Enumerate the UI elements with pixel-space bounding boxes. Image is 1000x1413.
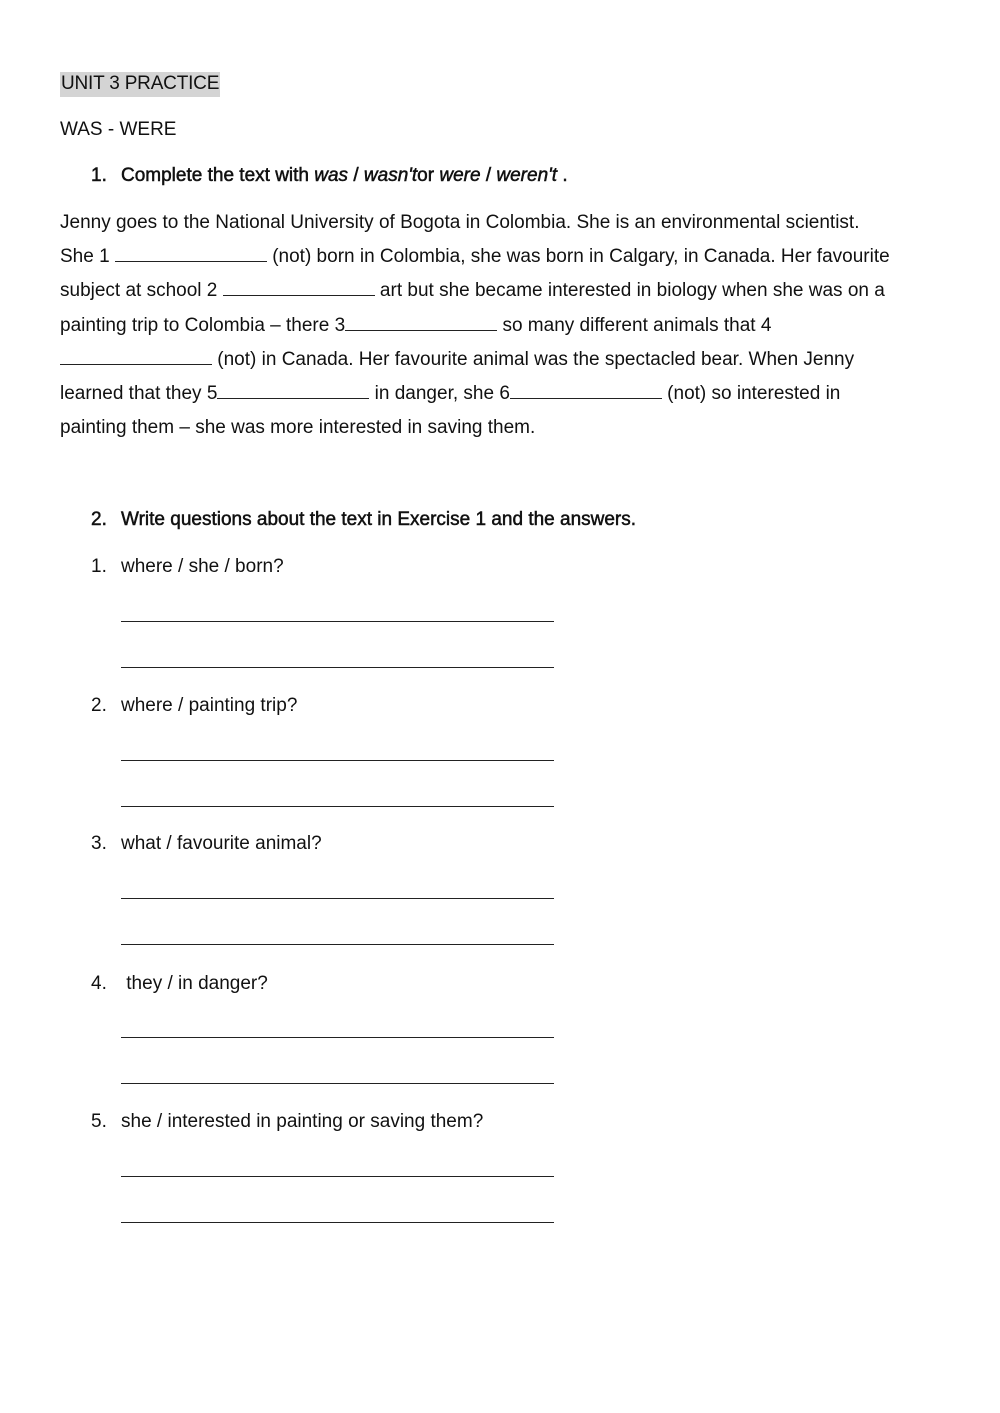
section-title: WAS - WERE	[60, 119, 177, 140]
instruction-text: Write questions about the text in Exercise 1 and the answers.	[121, 509, 637, 530]
question-text: where / she / born?	[121, 556, 284, 577]
blank-3[interactable]	[345, 316, 497, 331]
answer-line[interactable]	[121, 1083, 554, 1084]
option-wasnt: wasn't	[363, 165, 418, 186]
exercise-number: 1.	[91, 165, 107, 186]
question-text: where / painting trip?	[121, 695, 298, 716]
text-line-3	[60, 280, 885, 302]
blank-4[interactable]	[60, 350, 212, 365]
option-were: were	[439, 165, 481, 186]
or-word: or	[417, 165, 440, 186]
answer-line[interactable]	[121, 944, 554, 945]
blank-6[interactable]	[510, 384, 662, 399]
text-line-1	[60, 212, 859, 234]
separator: /	[480, 165, 497, 186]
answer-line[interactable]	[121, 898, 554, 899]
answer-line[interactable]	[121, 1176, 554, 1177]
question-number: 3.	[91, 833, 107, 854]
text-line-6	[60, 383, 840, 405]
question-number: 1.	[91, 556, 107, 577]
question-number: 5.	[91, 1111, 107, 1132]
answer-line[interactable]	[121, 760, 554, 761]
period: .	[557, 165, 568, 186]
separator: /	[348, 165, 364, 186]
exercise-2-heading	[91, 509, 636, 531]
text-segment: learned that they 5	[60, 383, 218, 404]
question-5	[91, 1111, 483, 1133]
question-3	[91, 833, 322, 855]
text-segment: painting them – she was more interested in saving them.	[60, 417, 536, 438]
question-1	[91, 556, 284, 578]
text-segment: painting trip to Colombia – there 3	[60, 315, 346, 336]
answer-line[interactable]	[121, 1222, 554, 1223]
blank-5[interactable]	[217, 384, 369, 399]
question-4	[91, 973, 268, 995]
option-was: was	[314, 165, 349, 186]
text-segment: Jenny goes to the National University of Bogota in Colombia. She is an environmental scientist.	[60, 212, 860, 233]
answer-line[interactable]	[121, 621, 554, 622]
answer-line[interactable]	[121, 1037, 554, 1038]
blank-2[interactable]	[223, 281, 375, 296]
answer-line[interactable]	[121, 667, 554, 668]
text-segment: subject at school 2	[60, 280, 223, 301]
text-segment: (not) so interested in	[661, 383, 841, 404]
text-line-4	[60, 315, 771, 337]
text-segment: so many different animals that 4	[497, 315, 772, 336]
text-segment: (not) born in Colombia, she was born in Calgary, in Canada. Her favourite	[266, 246, 890, 267]
unit-title: UNIT 3 PRACTICE	[60, 72, 220, 97]
question-number: 4.	[91, 973, 107, 994]
question-text: what / favourite animal?	[121, 833, 322, 854]
exercise-number: 2.	[91, 509, 107, 530]
answer-line[interactable]	[121, 806, 554, 807]
option-werent: weren't	[496, 165, 558, 186]
question-text: she / interested in painting or saving them?	[121, 1111, 484, 1132]
text-line-5	[60, 349, 854, 371]
text-segment: (not) in Canada. Her favourite animal was the spectacled bear. When Jenny	[212, 349, 855, 370]
question-number: 2.	[91, 695, 107, 716]
exercise-1-heading	[91, 165, 568, 187]
text-line-7	[60, 417, 535, 439]
text-segment: She 1	[60, 246, 115, 267]
text-segment: in danger, she 6	[369, 383, 510, 404]
text-segment: art but she became interested in biology when she was on a	[374, 280, 885, 301]
blank-1[interactable]	[115, 247, 267, 262]
text-line-2	[60, 246, 890, 268]
instruction-text: Complete the text with	[121, 165, 315, 186]
question-text: they / in danger?	[121, 973, 268, 994]
question-2	[91, 695, 297, 717]
